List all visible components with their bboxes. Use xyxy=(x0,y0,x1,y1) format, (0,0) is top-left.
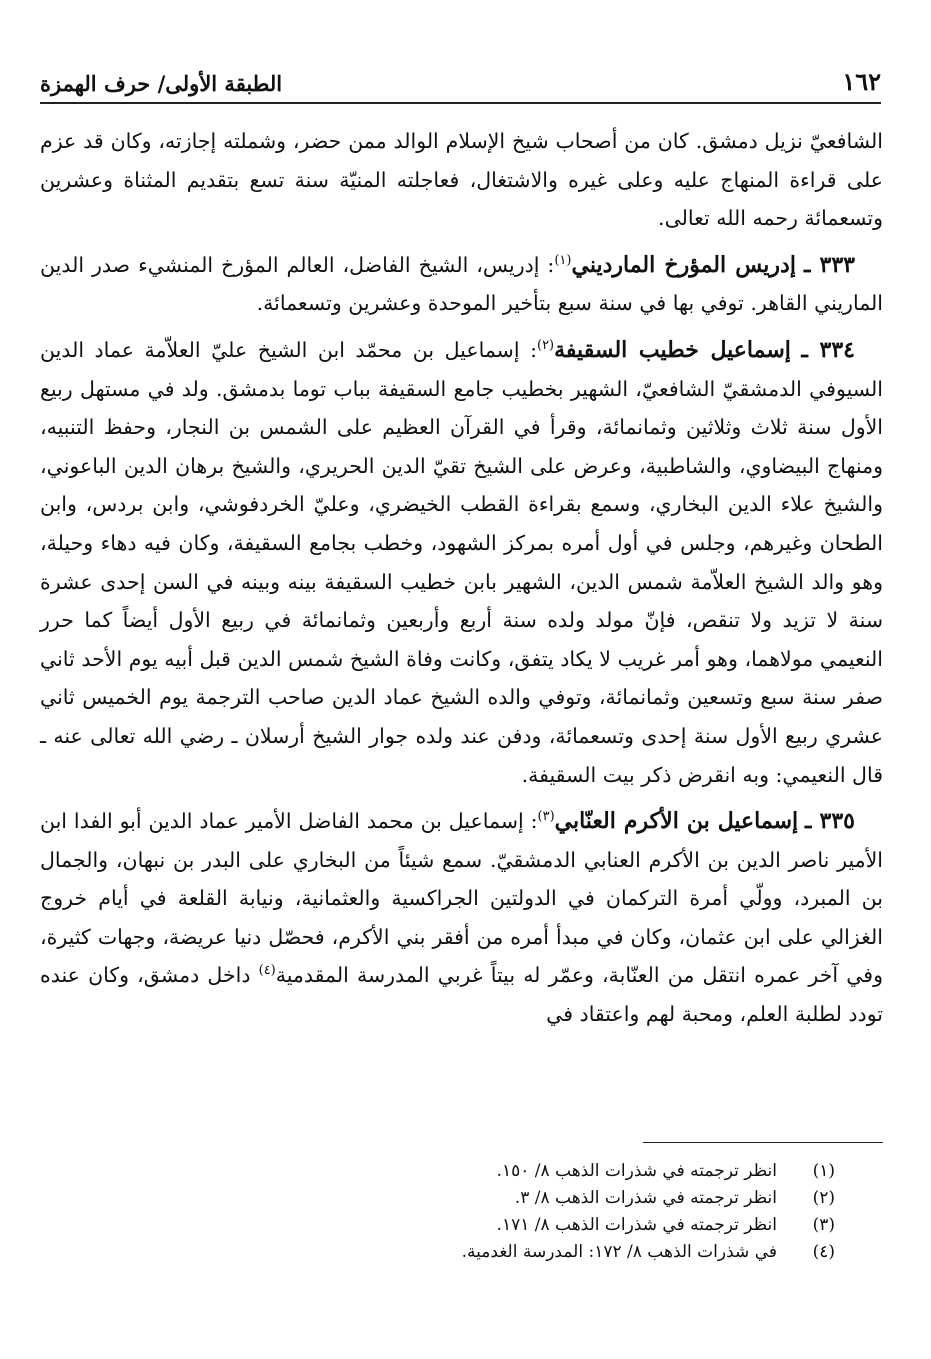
entry-335 xyxy=(40,802,883,1034)
entry-text: : إسماعيل بن محمّد ابن الشيخ عليّ العلاّمة عماد الدين السيوفي الدمشقيّ الشافعيّ، الشهير بخطيب جامع السقيفة بباب توما بدمشق. ولد في مستهل ربيع الأول سنة ثلاث وثلاثين وثمانمائة، وقرأ في القرآن العظيم على الشمس بن النجار، وحفظ التنبيه، ومنهاج البيضاوي، والشاطبية، وعرض على الشيخ تقيّ الدين الحريري، والشيخ برهان الدين الباعوني، والشيخ علاء الدين البخاري، وسمع بقراءة القطب الخيضري، وعليّ الخردفوشي، وابن بردس، وابن الطحان وغيرهم، وجلس في أول أمره بمركز الشهود، وخطب بجامع السقيفة، وكان فيه دهاء وحيلة، وهو والد الشيخ العلاّمة شمس الدين، الشهير بابن خطيب السقيفة بينه وبينه في السن إحدى عشرة سنة لا تزيد ولا تنقص، فإنّ مولد ولده سنة أربع وأربعين وثمانمائة في ربيع الأول أيضاً كما حرر النعيمي مولاهما، وهو أمر غريب لا يكاد يتفق، وكانت وفاة الشيخ شمس الدين قبل أبيه يوم الأحد ثاني صفر سنة سبع وتسعين وثمانمائة، وتوفي والده الشيخ عماد الدين صاحب الترجمة يوم الخميس ثاني عشري ربيع الأول سنة إحدى وتسعمائة، ودفن عند ولده جوار الشيخ أرسلان ـ رضي الله تعالى عنه ـ قال النعيمي: وبه انقرض ذكر بيت السقيفة. xyxy=(40,337,883,787)
footnote-text: انظر ترجمته في شذرات الذهب ٨/ ٣. xyxy=(514,1188,777,1208)
body-text xyxy=(40,122,883,1042)
footnote-text: انظر ترجمته في شذرات الذهب ٨/ ١٧١. xyxy=(496,1215,777,1235)
entry-number: ٣٣٥ ـ xyxy=(805,808,855,835)
footnote-text: في شذرات الذهب ٨/ ١٧٢: المدرسة الغدمية. xyxy=(461,1242,777,1262)
continuation-paragraph: الشافعيّ نزيل دمشق. كان من أصحاب شيخ الإسلام الوالد ممن حضر، وشملته إجازته، وكان قد عزم على قراءة المنهاج عليه وعلى غيره والاشتغال، فعاجلته المنيّة سنة تسع بتقديم المثناة وعشرين وتسعمائة رحمه الله تعالى. xyxy=(40,129,883,231)
entry-text: : إسماعيل بن محمد الفاضل الأمير عماد الدين أبو الفدا ابن الأمير ناصر الدين بن الأكرم العنابي الدمشقيّ. سمع شيئاً من البخاري على البدر بن نبهان، والجمال بن المبرد، وولّي أمرة التركمان في الدولتين الجراكسية والعثمانية، ونيابة القلعة في أيام خروج الغزالي على ابن عثمان، وكان في مبدأ أمره من أفقر بني الأكرم، فحصّل دنيا عريضة، وجهات كثيرة، وفي آخر عمره انتقل من العنّابة، وعمّر له بيتاً غربي المدرسة المقدمية xyxy=(40,809,883,988)
footnotes xyxy=(60,1158,835,1266)
entry-333 xyxy=(40,246,883,323)
footnote-item xyxy=(60,1212,835,1239)
entry-number: ٣٣٣ ـ xyxy=(803,251,855,278)
footnote-separator xyxy=(643,1142,883,1143)
entry-title: إدريس المؤرخ المارديني xyxy=(571,251,796,278)
entry-number: ٣٣٤ ـ xyxy=(801,336,855,363)
entry-text-continued: داخل دمشق، وكان عنده تودد لطلبة العلم، ومحبة لهم واعتقاد في xyxy=(40,963,883,1027)
footnote-text: انظر ترجمته في شذرات الذهب ٨/ ١٥٠. xyxy=(496,1161,777,1181)
footnote-ref: (٤) xyxy=(258,963,276,979)
footnote-number: (٤) xyxy=(812,1242,835,1262)
entry-title: إسماعيل خطيب السقيفة xyxy=(554,336,791,363)
entry-title: إسماعيل بن الأكرم العنّابي xyxy=(554,808,799,835)
page-header xyxy=(40,58,881,104)
footnote-ref: (٣) xyxy=(537,809,555,825)
entry-334 xyxy=(40,331,883,794)
footnote-number: (٢) xyxy=(812,1188,835,1208)
footnote-ref: (٢) xyxy=(536,338,555,354)
entry-text: : إدريس، الشيخ الفاضل، العالم المؤرخ المنشيء صدر الدين الماريني القاهر. توفي بها في سنة سبع بتأخير الموحدة وعشرين وتسعمائة. xyxy=(40,252,883,316)
footnote-item xyxy=(60,1239,835,1266)
footnote-number: (١) xyxy=(812,1161,835,1181)
running-title: الطبقة الأولى/ حرف الهمزة xyxy=(40,71,283,96)
page-number: ١٦٢ xyxy=(842,67,881,96)
footnote-ref: (١) xyxy=(554,252,572,268)
footnote-item xyxy=(60,1158,835,1185)
footnote-item xyxy=(60,1185,835,1212)
footnote-number: (٣) xyxy=(812,1215,835,1235)
